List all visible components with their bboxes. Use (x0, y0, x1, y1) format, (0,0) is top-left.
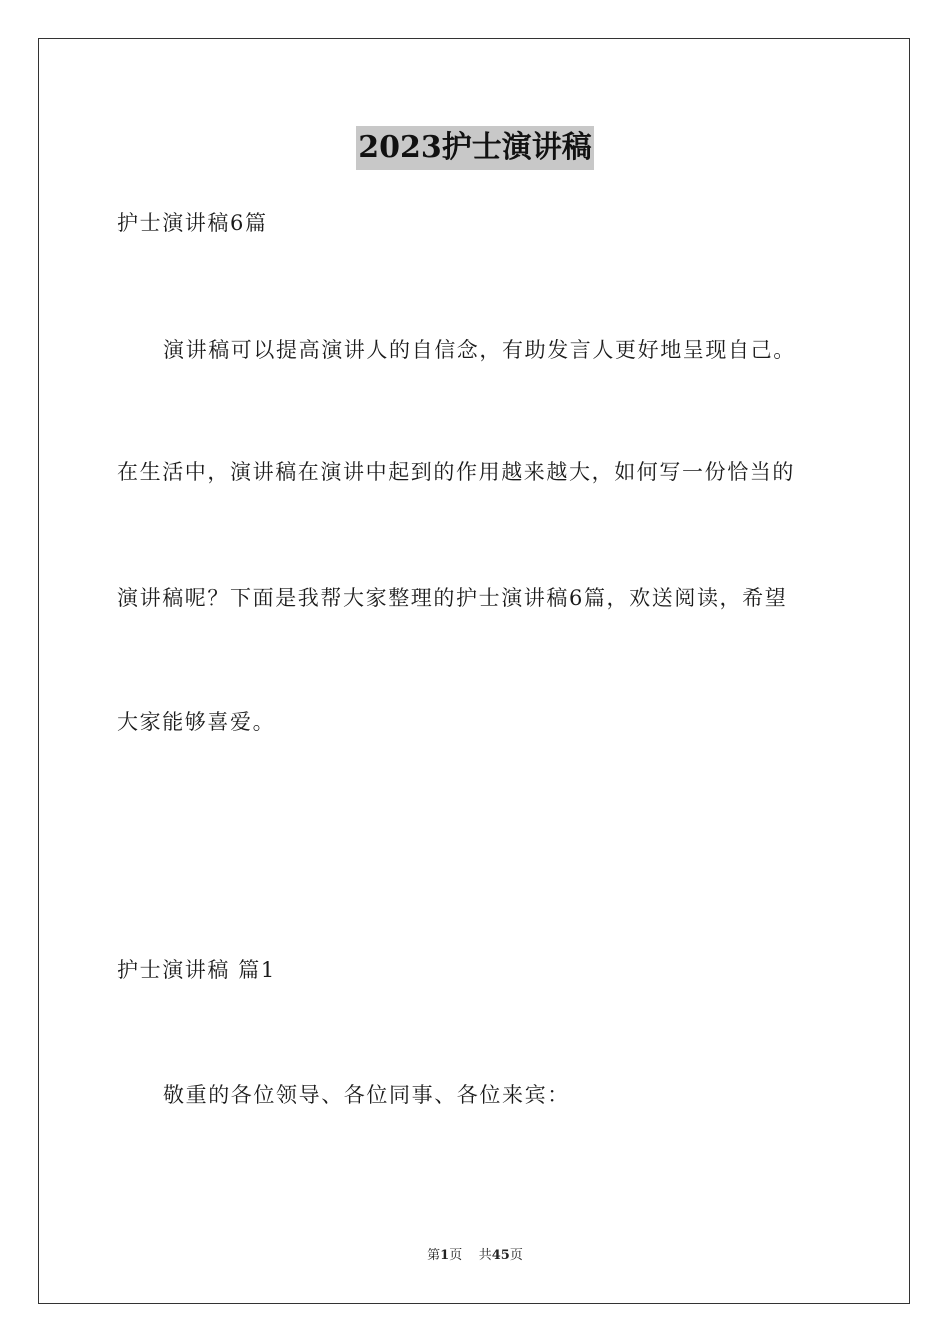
footer-total-prefix: 共 (478, 1248, 492, 1263)
paragraph-line: 大家能够喜爱。 (117, 710, 276, 734)
page-footer (0, 1246, 950, 1266)
footer-total-pages: 45 (491, 1248, 510, 1263)
salutation: 敬重的各位领导、各位同事、各位来宾： (163, 1083, 570, 1107)
paragraph-line: 演讲稿呢？下面是我帮大家整理的护士演讲稿6篇，欢送阅读，希望 (117, 586, 788, 610)
document-subtitle: 护士演讲稿6篇 (117, 211, 268, 235)
paragraph-line: 演讲稿可以提高演讲人的自信念，有助发言人更好地呈现自己。 (163, 338, 796, 362)
document-title: 2023护士演讲稿 (356, 126, 594, 170)
paragraph-line: 在生活中，演讲稿在演讲中起到的作用越来越大，如何写一份恰当的 (117, 460, 795, 484)
footer-total-suffix: 页 (509, 1248, 523, 1263)
footer-page-number: 1 (440, 1248, 450, 1263)
section-heading: 护士演讲稿 篇1 (117, 958, 276, 982)
title-container (0, 126, 950, 170)
footer-page-suffix: 页 (449, 1248, 463, 1263)
footer-prefix: 第 (427, 1248, 441, 1263)
